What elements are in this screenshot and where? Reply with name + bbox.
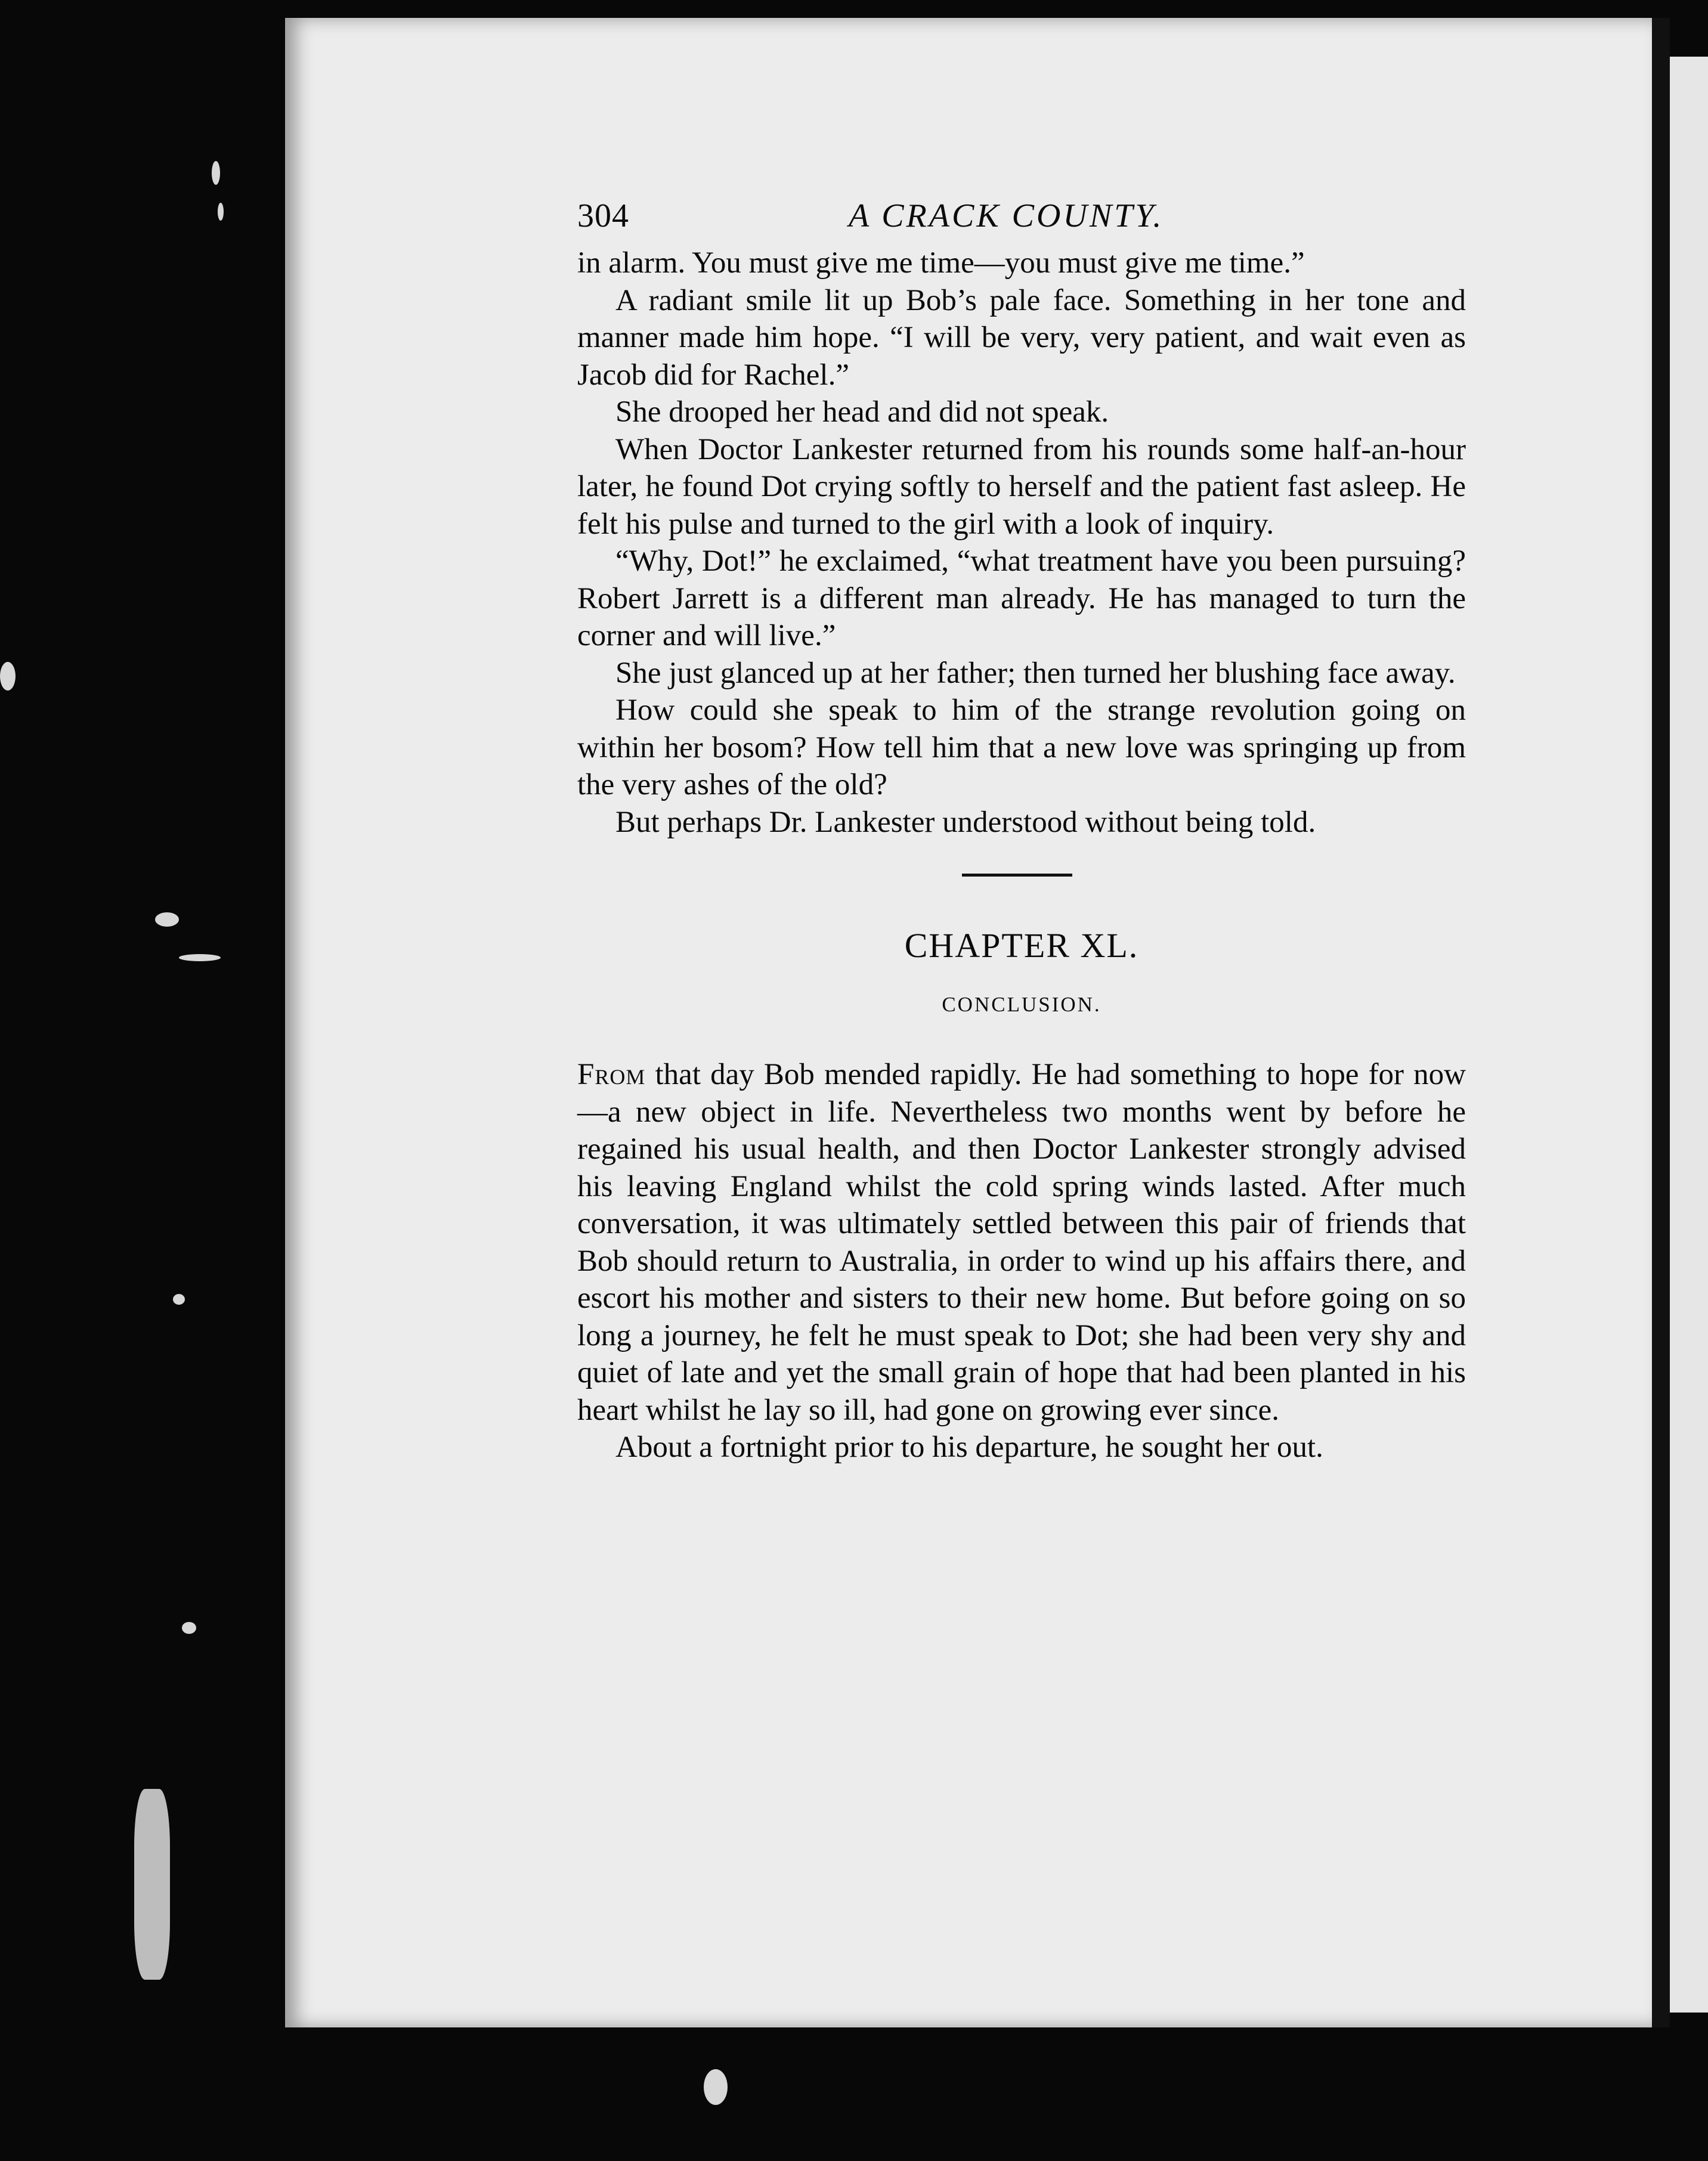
scan-speck [179,954,221,961]
scan-speck [212,161,220,185]
paragraph: She just glanced up at her father; then turned her blushing face away. [615,656,1456,690]
page-number: 304 [577,197,629,234]
section-divider [962,874,1072,877]
chapter-title: CHAPTER XL. [904,926,1139,965]
chapter-subtitle: CONCLUSION. [942,993,1101,1016]
scan-speck [155,912,179,927]
paragraph: in alarm. You must give me time—you must give me time.” [577,246,1305,280]
page-gutter [1652,18,1670,2027]
paragraph: “Why, Dot!” he exclaimed, “what treatment have you been pursuing? Robert Jarrett is a different man already. He has managed to turn the corner and will live.” [577,544,1466,652]
scan-speck [173,1294,185,1305]
paragraph: How could she speak to him of the strange revolution going on within her bosom? How tell him that a new love was springing up from the very ashes of the old? [577,693,1466,801]
running-head [577,197,1466,244]
page-text [577,197,1466,1466]
scan-speck [0,662,16,691]
scan-speck [218,203,224,221]
next-page-edge [1670,57,1708,2013]
paragraph-text: that day Bob mended rapidly. He had something to hope for now—a new object in life. Nevertheless two months went by before he regained his usual health, and then Doctor Lankester strongly advised his leaving England whilst the cold spring winds lasted. After much conversation, it was ultimately settled between this pair of friends that Bob should return to Australia, in order to wind up his affairs there, and escort his mother and sisters to their new home. But before going on so long a journey, he felt he must speak to Dot; she had been very shy and quiet of late and yet the small grain of hope that had been planted in his heart whilst he lay so ill, had gone on growing ever since. [577,1058,1466,1427]
lead-word: From [577,1058,646,1091]
scan-speck [182,1622,196,1634]
paragraph: But perhaps Dr. Lankester understood without being told. [615,805,1316,839]
paragraph: When Doctor Lankester returned from his rounds some half-an-hour later, he found Dot crying softly to herself and the patient fast asleep. He felt his pulse and turned to the girl with a look of inquiry. [577,432,1466,541]
paragraph: About a fortnight prior to his departure, he sought her out. [615,1431,1323,1464]
paragraph: A radiant smile lit up Bob’s pale face. Something in her tone and manner made him hope. “I will be very, very patient, and wait even as Jacob did for Rachel.” [577,283,1466,392]
running-title: A CRACK COUNTY. [849,197,1164,234]
paragraph: She drooped her head and did not speak. [615,395,1109,429]
scan-speck [134,1789,170,1980]
paragraph [577,1056,1466,1429]
scan-speck [704,2069,728,2105]
